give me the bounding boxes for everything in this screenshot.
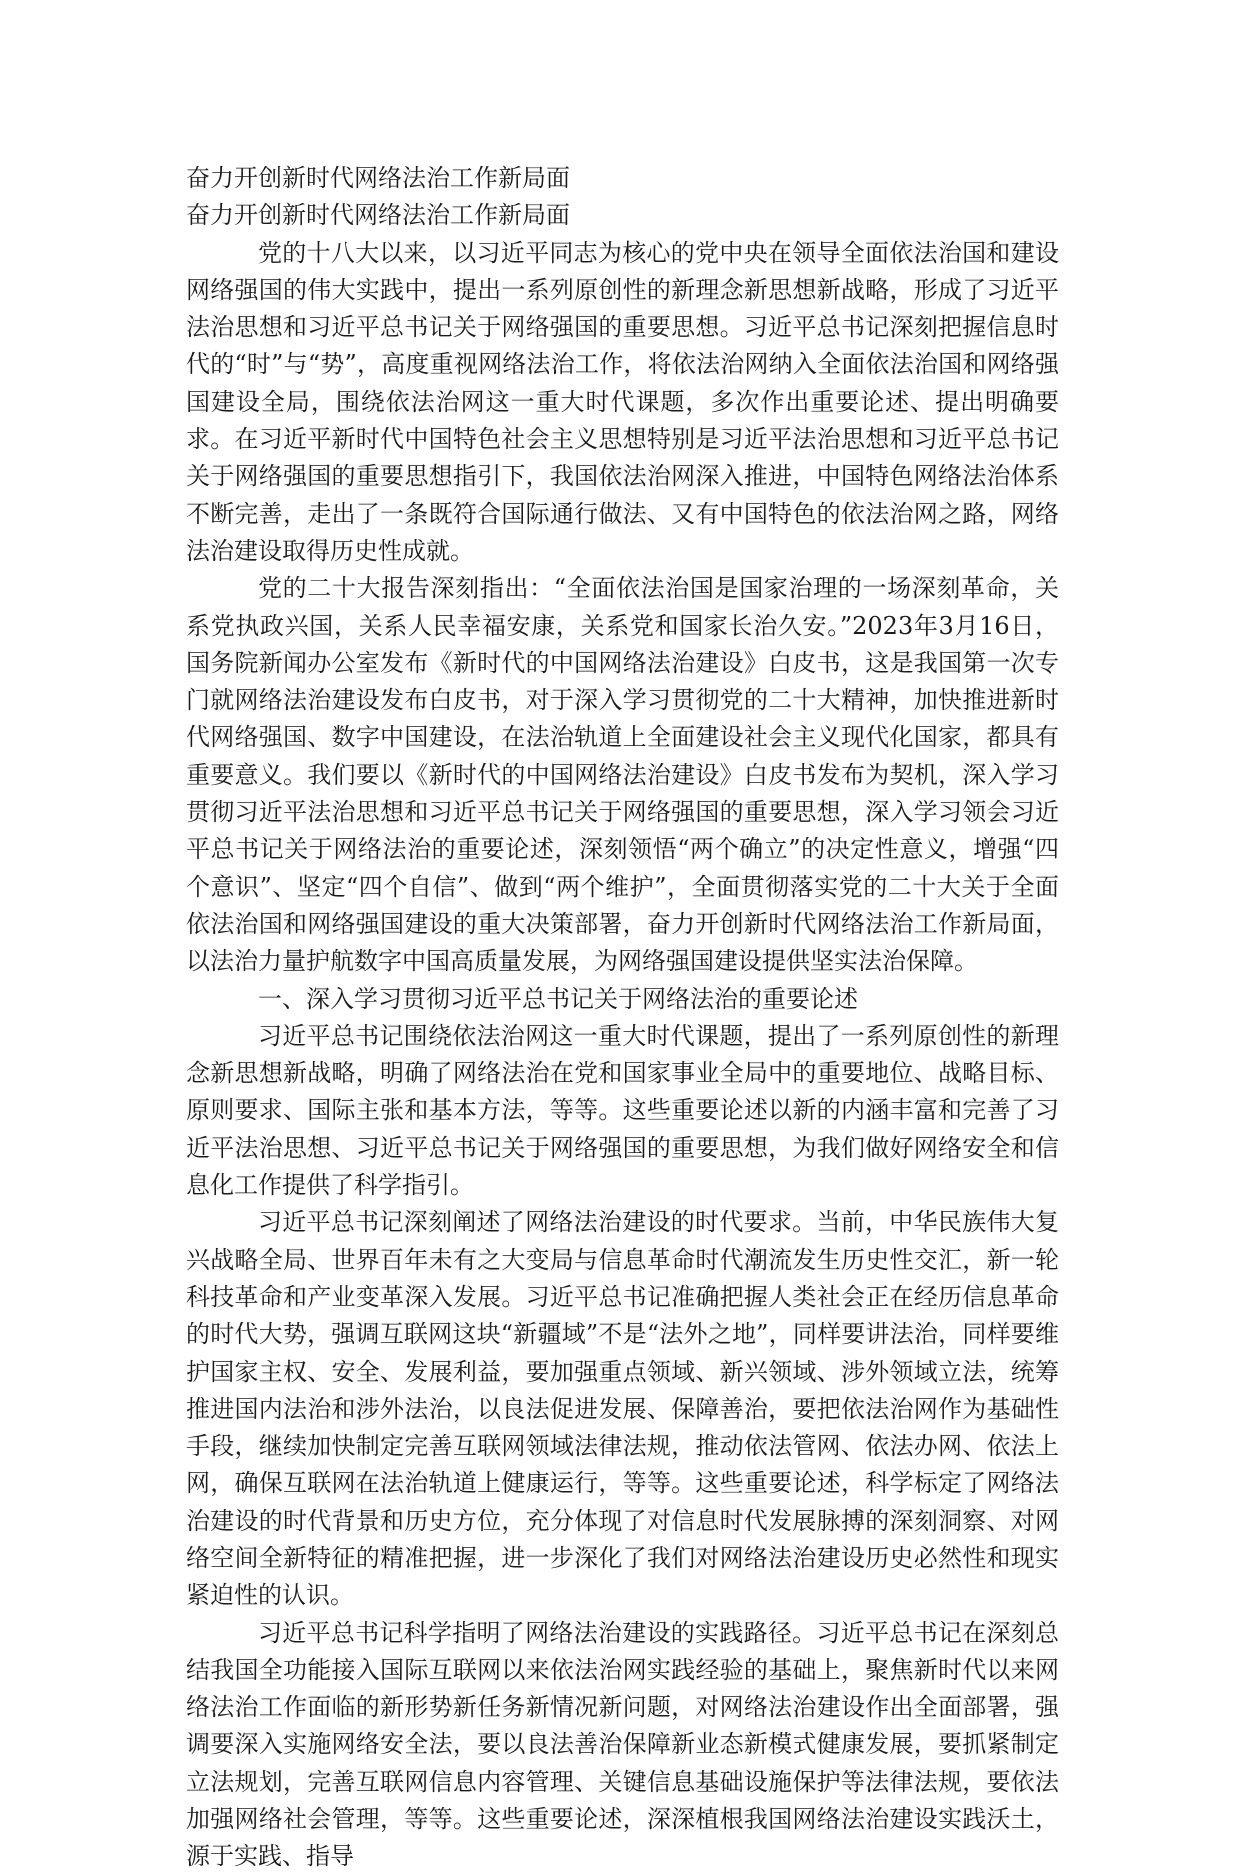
document-title-line-1: 奋力开创新时代网络法治工作新局面	[186, 164, 570, 192]
document-page	[186, 160, 1059, 1876]
body-paragraph: 党的二十大报告深刻指出：“全面依法治国是国家治理的一场深刻革命，关系党执政兴国，关系人民幸福安康，关系党和国家长治久安。”2023年3月16日，国务院新闻办公室发布《新时代的中国网络法治建设》白皮书，这是我国第一次专门就网络法治建设发布白皮书，对于深入学习贯彻党的二十大精神，加快推进新时代网络强国、数字中国建设，在法治轨道上全面建设社会主义现代化国家，都具有重要意义。我们要以《新时代的中国网络法治建设》白皮书发布为契机，深入学习贯彻习近平法治思想和习近平总书记关于网络强国的重要思想，深入学习领会习近平总书记关于网络法治的重要论述，深刻领悟“两个确立”的决定性意义，增强“四个意识”、坚定“四个自信”、做到“两个维护”，全面贯彻落实党的二十大关于全面依法治国和网络强国建设的重大决策部署，奋力开创新时代网络法治工作新局面，以法治力量护航数字中国高质量发展，为网络强国建设提供坚实法治保障。	[186, 574, 1059, 976]
section-heading: 一、深入学习贯彻习近平总书记关于网络法治的重要论述	[258, 984, 858, 1013]
section-paragraph: 习近平总书记科学指明了网络法治建设的实践路径。习近平总书记在深刻总结我国全功能接入国际互联网以来依法治网实践经验的基础上，聚焦新时代以来网络法治工作面临的新形势新任务新情况新问题，对网络法治建设作出全面部署，强调要深入实施网络安全法，要以良法善治保障新业态新模式健康发展，要抓紧制定立法规划，完善互联网信息内容管理、关键信息基础设施保护等法律法规，要依法加强网络社会管理，等等。这些重要论述，深深植根我国网络法治建设实践沃土，源于实践、指导	[186, 1618, 1059, 1871]
section-paragraph: 习近平总书记深刻阐述了网络法治建设的时代要求。当前，中华民族伟大复兴战略全局、世界百年未有之大变局与信息革命时代潮流发生历史性交汇，新一轮科技革命和产业变革深入发展。习近平总书记准确把握人类社会正在经历信息革命的时代大势，强调互联网这块“新疆域”不是“法外之地”，同样要讲法治，同样要维护国家主权、安全、发展利益，要加强重点领域、新兴领域、涉外领域立法，统筹推进国内法治和涉外法治，以良法促进发展、保障善治，要把依法治网作为基础性手段，继续加快制定完善互联网领域法律法规，推动依法管网、依法办网、依法上网，确保互联网在法治轨道上健康运行，等等。这些重要论述，科学标定了网络法治建设的时代背景和历史方位，充分体现了对信息时代发展脉搏的深刻洞察、对网络空间全新特征的精准把握，进一步深化了我们对网络法治建设历史必然性和现实紧迫性的认识。	[186, 1208, 1059, 1610]
document-title-line-2: 奋力开创新时代网络法治工作新局面	[186, 201, 570, 230]
body-paragraph: 党的十八大以来，以习近平同志为核心的党中央在领导全面依法治国和建设网络强国的伟大实践中，提出一系列原创性的新理念新思想新战略，形成了习近平法治思想和习近平总书记关于网络强国的重要思想。习近平总书记深刻把握信息时代的“时”与“势”，高度重视网络法治工作，将依法治网纳入全面依法治国和网络强国建设全局，围绕依法治网这一重大时代课题，多次作出重要论述、提出明确要求。在习近平新时代中国特色社会主义思想特别是习近平法治思想和习近平总书记关于网络强国的重要思想指引下，我国依法治网深入推进，中国特色网络法治体系不断完善，走出了一条既符合国际通行做法、又有中国特色的依法治网之路，网络法治建设取得历史性成就。	[186, 238, 1059, 565]
section-paragraph: 习近平总书记围绕依法治网这一重大时代课题，提出了一系列原创性的新理念新思想新战略，明确了网络法治在党和国家事业全局中的重要地位、战略目标、原则要求、国际主张和基本方法，等等。这些重要论述以新的内涵丰富和完善了习近平法治思想、习近平总书记关于网络强国的重要思想，为我们做好网络安全和信息化工作提供了科学指引。	[186, 1021, 1059, 1200]
